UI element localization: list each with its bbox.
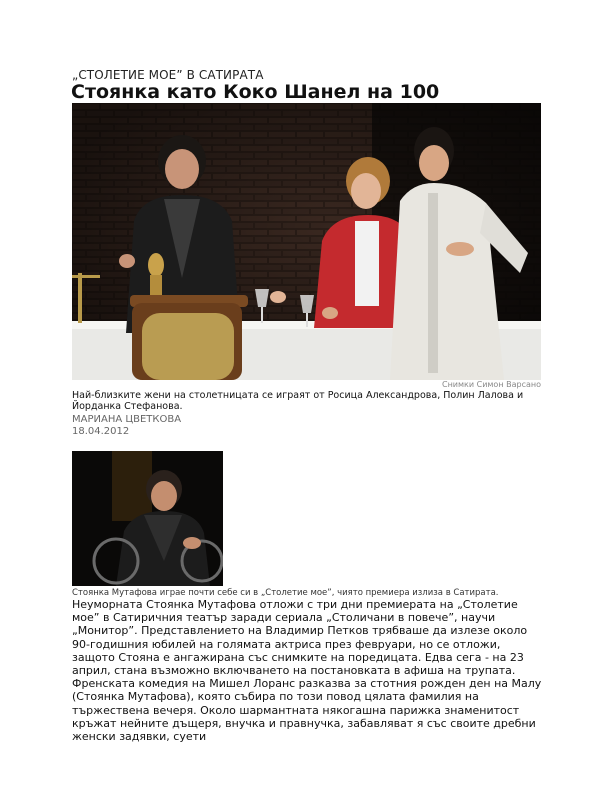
hero-photo	[72, 103, 541, 380]
article-body	[72, 598, 544, 743]
secondary-photo	[72, 451, 223, 586]
publish-date: 18.04.2012	[72, 426, 130, 437]
paragraph: Френската комедия на Мишел Лоранс разказва за стотния рожден ден на Малу (Стоянка Мутафова), която събира по този повод цялата фамилия на тържествена вечеря. Около шармантната някогашна парижка знаменитост кръжат нейните дъщеря, внучка и правнучка, забавляват я със своите дребни женски задявки, суети	[72, 677, 542, 744]
stage-scene-illustration	[72, 103, 541, 380]
actress-wheelchair-illustration	[72, 451, 223, 586]
paragraph: Неуморната Стоянка Мутафова отложи с три дни премиерата на „Столетие мое” в Сатиричния театър заради сериала „Столичани в повече”, научи „Монитор”. Представлението на Владимир Петков трябваше да излезе около 90-годишния юбилей на голямата актриса през февруари, но се отложи, защото Стояна е ангажирана със снимките на поредицата. Едва сега - на 23 април, стана възможно включването на постановката в афиша на трупата.	[72, 598, 528, 678]
photo-caption: Най-близките жени на столетницата се играят от Росица Александрова, Полин Лалова и Йорданка Стефанова.	[72, 390, 524, 412]
secondary-photo-caption: Стоянка Мутафова играе почти себе си в „Столетие мое”, чиято премиера излиза в Сатирата.	[72, 588, 499, 598]
byline	[72, 414, 181, 438]
photo-credit: Снимки Симон Варсано	[441, 380, 541, 389]
author-name: МАРИАНА ЦВЕТКОВА	[72, 414, 182, 425]
article-kicker: „СТОЛЕТИЕ МОЕ” В САТИРАТА	[72, 68, 264, 82]
article-headline: Стоянка като Коко Шанел на 100	[71, 81, 440, 103]
